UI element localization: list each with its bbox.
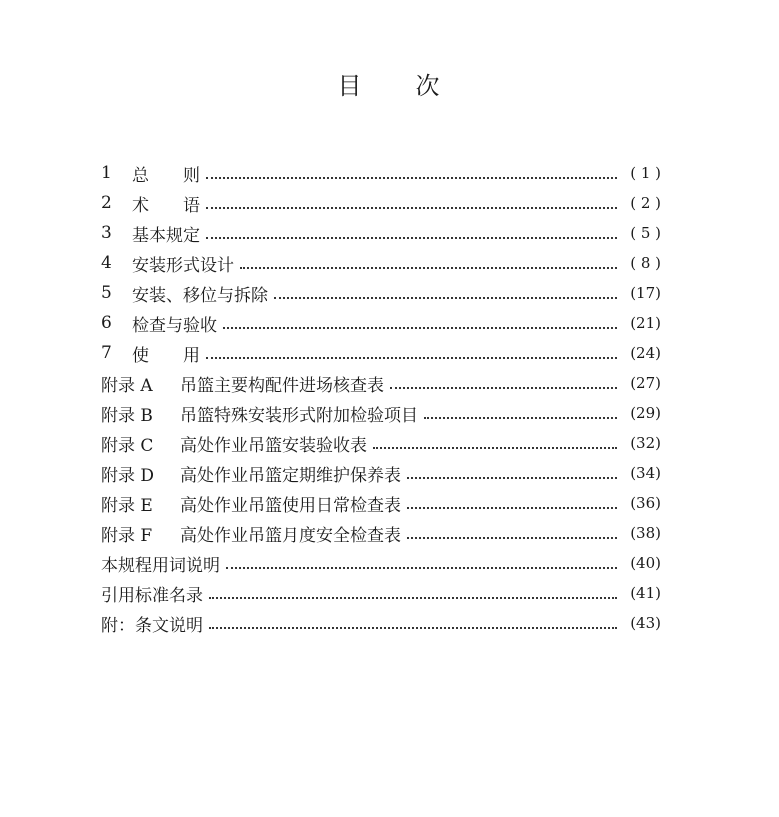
toc-entry-page: (43) bbox=[630, 614, 661, 632]
toc-entry-page: ( 1 ) bbox=[630, 164, 661, 182]
toc-entry-appendix-f[interactable] bbox=[101, 518, 661, 548]
toc-entry-7[interactable] bbox=[101, 338, 661, 368]
toc-entry-number: 7 bbox=[101, 343, 112, 363]
toc-entry-appendix-b[interactable] bbox=[101, 398, 661, 428]
toc-appendix-prefix: 附录 E bbox=[101, 495, 153, 516]
toc-entry-title: 高处作业吊篮定期维护保养表 bbox=[180, 465, 401, 486]
toc-entry-page: ( 2 ) bbox=[630, 194, 661, 212]
toc-entry-appendix-d[interactable] bbox=[101, 458, 661, 488]
leader-dots bbox=[206, 205, 617, 209]
toc-entry-title: 基本规定 bbox=[132, 225, 200, 246]
toc-entry-number: 2 bbox=[101, 193, 112, 213]
toc-entry-title: 安装、移位与拆除 bbox=[132, 285, 268, 306]
toc-entry-page: (32) bbox=[630, 434, 661, 452]
leader-dots bbox=[373, 445, 617, 449]
toc-entry-page: (21) bbox=[630, 314, 661, 332]
toc-entry-2[interactable] bbox=[101, 188, 661, 218]
table-of-contents bbox=[101, 158, 661, 638]
toc-entry-wording-explanation[interactable] bbox=[101, 548, 661, 578]
toc-entry-title: 吊篮特殊安装形式附加检验项目 bbox=[180, 405, 418, 426]
toc-appendix-prefix: 附录 A bbox=[101, 375, 153, 396]
toc-entry-title: 高处作业吊篮使用日常检查表 bbox=[180, 495, 401, 516]
toc-entry-page: (29) bbox=[630, 404, 661, 422]
leader-dots bbox=[206, 355, 617, 359]
toc-entry-title: 使 用 bbox=[132, 345, 200, 366]
leader-dots bbox=[226, 565, 617, 569]
leader-dots bbox=[390, 385, 617, 389]
toc-appendix-prefix: 附录 F bbox=[101, 525, 153, 546]
leader-dots bbox=[209, 595, 617, 599]
toc-entry-appendix-c[interactable] bbox=[101, 428, 661, 458]
toc-entry-title: 术 语 bbox=[132, 195, 200, 216]
toc-appendix-prefix: 附录 B bbox=[101, 405, 153, 426]
toc-entry-appendix-a[interactable] bbox=[101, 368, 661, 398]
leader-dots bbox=[274, 295, 617, 299]
leader-dots bbox=[240, 265, 617, 269]
title-char-2: 次 bbox=[415, 72, 442, 100]
leader-dots bbox=[209, 625, 617, 629]
toc-appendix-prefix: 附录 D bbox=[101, 465, 155, 486]
toc-entry-6[interactable] bbox=[101, 308, 661, 338]
toc-entry-page: ( 5 ) bbox=[630, 224, 661, 242]
toc-entry-page: (38) bbox=[630, 524, 661, 542]
toc-entry-title: 吊篮主要构配件进场核查表 bbox=[180, 375, 384, 396]
leader-dots bbox=[223, 325, 617, 329]
title-char-1: 目 bbox=[337, 72, 364, 100]
toc-entry-title: 检查与验收 bbox=[132, 315, 217, 336]
toc-entry-clause-explanation[interactable] bbox=[101, 608, 661, 638]
toc-entry-page: (41) bbox=[630, 584, 661, 602]
leader-dots bbox=[407, 475, 617, 479]
toc-entry-referenced-standards[interactable] bbox=[101, 578, 661, 608]
toc-entry-title: 引用标准名录 bbox=[101, 585, 203, 606]
toc-entry-page: (17) bbox=[630, 284, 661, 302]
toc-appendix-prefix: 附录 C bbox=[101, 435, 154, 456]
toc-entry-page: (36) bbox=[630, 494, 661, 512]
toc-entry-title: 总 则 bbox=[132, 165, 200, 186]
toc-entry-number: 6 bbox=[101, 313, 112, 333]
toc-entry-3[interactable] bbox=[101, 218, 661, 248]
toc-entry-page: ( 8 ) bbox=[630, 254, 661, 272]
toc-entry-appendix-e[interactable] bbox=[101, 488, 661, 518]
toc-entry-number: 1 bbox=[101, 163, 112, 183]
toc-entry-title: 高处作业吊篮安装验收表 bbox=[180, 435, 367, 456]
toc-entry-number: 4 bbox=[101, 253, 112, 273]
toc-entry-4[interactable] bbox=[101, 248, 661, 278]
leader-dots bbox=[407, 535, 617, 539]
toc-entry-page: (24) bbox=[630, 344, 661, 362]
toc-entry-page: (27) bbox=[630, 374, 661, 392]
toc-entry-page: (34) bbox=[630, 464, 661, 482]
toc-entry-number: 3 bbox=[101, 223, 112, 243]
toc-entry-5[interactable] bbox=[101, 278, 661, 308]
toc-entry-number: 5 bbox=[101, 283, 112, 303]
leader-dots bbox=[206, 235, 617, 239]
toc-entry-title: 本规程用词说明 bbox=[101, 555, 220, 576]
toc-entry-title: 安装形式设计 bbox=[132, 255, 234, 276]
leader-dots bbox=[206, 175, 617, 179]
toc-entry-title: 高处作业吊篮月度安全检查表 bbox=[180, 525, 401, 546]
toc-entry-page: (40) bbox=[630, 554, 661, 572]
page-title bbox=[0, 66, 779, 101]
leader-dots bbox=[407, 505, 617, 509]
toc-entry-title: 附：条文说明 bbox=[101, 615, 203, 636]
leader-dots bbox=[424, 415, 617, 419]
toc-entry-1[interactable] bbox=[101, 158, 661, 188]
